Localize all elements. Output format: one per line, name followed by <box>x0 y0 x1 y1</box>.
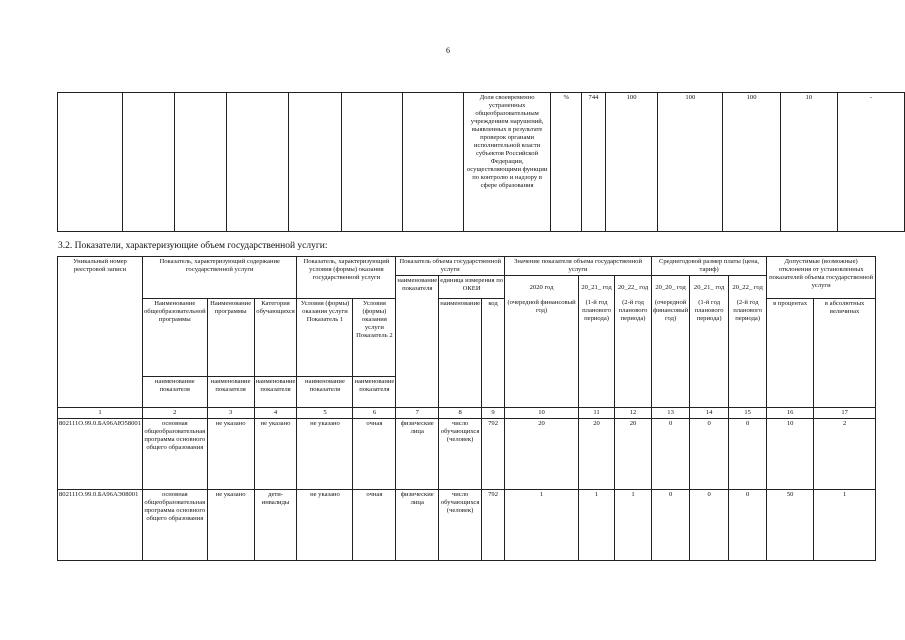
header-condition-2: Условия (формы) оказания услуги Показатель 2 <box>353 298 396 377</box>
value-2022-cell: 1 <box>615 490 652 561</box>
programs-cell: не указано <box>207 490 254 561</box>
header-fee-2021: 20_21_ год <box>690 276 729 299</box>
deviation-cell: 10 <box>780 93 837 232</box>
program-cell: основная общеобразовательная программа основного общего образования <box>142 419 207 490</box>
header-year-2021: 20_21_ год <box>579 276 615 299</box>
fee-2022-cell: 0 <box>729 490 767 561</box>
header-id: Уникальный номер реестровой записи <box>58 257 143 408</box>
header-deviation: Допустимые (возможные) отклонения от установленных показателей объема государственной услуги <box>767 257 876 299</box>
column-number: 15 <box>729 408 767 419</box>
program-cell: основная общеобразовательная программа основного общего образования <box>142 490 207 561</box>
fee-2020-cell: 0 <box>652 490 690 561</box>
column-number: 17 <box>814 408 876 419</box>
header-sub-indicator: наименование показателя <box>353 377 396 408</box>
column-number: 6 <box>353 408 396 419</box>
condition-2-cell: очная <box>353 419 396 490</box>
column-number: 2 <box>142 408 207 419</box>
deviation-cell: - <box>837 93 904 232</box>
header-volume: Показатель объема государственной услуги <box>396 257 505 276</box>
header-year-2021-sub: (1-й год планового периода) <box>579 298 615 408</box>
deviation-percent-cell: 10 <box>767 419 814 490</box>
column-number: 5 <box>297 408 353 419</box>
header-year-2022-sub: (2-й год планового периода) <box>615 298 652 408</box>
column-number: 14 <box>690 408 729 419</box>
header-year-2020: 2020 год <box>505 276 579 299</box>
empty-cell <box>341 93 402 232</box>
column-number: 11 <box>579 408 615 419</box>
empty-cell <box>58 93 123 232</box>
header-sub-indicator: наименование показателя <box>207 377 254 408</box>
header-fee: Среднегодовой размер платы (цена, тариф) <box>652 257 767 276</box>
header-sub-indicator: наименование показателя <box>254 377 297 408</box>
empty-cell <box>175 93 227 232</box>
deviation-percent-cell: 50 <box>767 490 814 561</box>
header-okei-code: код <box>482 298 505 408</box>
section-title: 3.2. Показатели, характеризующие объем государственной услуги: <box>58 241 328 251</box>
continuation-table <box>57 92 905 232</box>
header-fee-2021-sub: (1-й год планового периода) <box>690 298 729 408</box>
header-programs: Наименование программы <box>207 298 254 377</box>
indicator-cell: физические лица <box>396 490 439 561</box>
unit-cell: число обучающихся (человек) <box>439 419 482 490</box>
table-row <box>58 490 876 561</box>
fee-2021-cell: 0 <box>690 490 729 561</box>
header-condition-1: Условия (формы) оказания услуги Показатель 1 <box>297 298 353 377</box>
column-number: 16 <box>767 408 814 419</box>
unit-cell: число обучающихся (человек) <box>439 490 482 561</box>
empty-cell <box>289 93 341 232</box>
header-fee-2022: 20_22_ год <box>729 276 767 299</box>
column-number: 7 <box>396 408 439 419</box>
fee-2022-cell: 0 <box>729 419 767 490</box>
header-row-1 <box>58 257 876 276</box>
record-id: 802111О.99.0.БА96АЭ08001 <box>58 490 143 561</box>
unit-cell: % <box>551 93 582 232</box>
header-fee-2022-sub: (2-й год планового периода) <box>729 298 767 408</box>
column-number: 3 <box>207 408 254 419</box>
header-value: Значение показателя объема государственной услуги <box>505 257 652 276</box>
code-cell: 792 <box>482 490 505 561</box>
value-2021-cell: 20 <box>579 419 615 490</box>
empty-cell <box>402 93 463 232</box>
header-sub-indicator: наименование показателя <box>297 377 353 408</box>
fee-2021-cell: 0 <box>690 419 729 490</box>
value-2020-cell: 20 <box>505 419 579 490</box>
condition-2-cell: очная <box>353 490 396 561</box>
value-2021-cell: 1 <box>579 490 615 561</box>
deviation-absolute-cell: 2 <box>814 419 876 490</box>
header-okei: единица измерения по ОКЕИ <box>439 276 505 299</box>
value-cell: 100 <box>723 93 780 232</box>
header-conditions: Показатель, характеризующий условия (формы) оказания государственной услуги <box>297 257 396 299</box>
continuation-row <box>58 93 905 232</box>
header-sub-indicator: наименование показателя <box>142 377 207 408</box>
value-2020-cell: 1 <box>505 490 579 561</box>
empty-cell <box>123 93 175 232</box>
header-fee-2020: 20_20_ год <box>652 276 690 299</box>
page-number: 6 <box>446 46 450 55</box>
header-row-3 <box>58 298 876 312</box>
header-year-2020-sub: (очередной финансовый год) <box>505 298 579 408</box>
header-category: Категория обучающихся <box>254 298 297 377</box>
volume-table <box>57 256 876 561</box>
column-number: 8 <box>439 408 482 419</box>
column-number: 12 <box>615 408 652 419</box>
value-2022-cell: 20 <box>615 419 652 490</box>
column-number: 9 <box>482 408 505 419</box>
value-cell: 100 <box>605 93 657 232</box>
deviation-absolute-cell: 1 <box>814 490 876 561</box>
fee-2020-cell: 0 <box>652 419 690 490</box>
condition-1-cell: не указано <box>297 490 353 561</box>
indicator-cell: физические лица <box>396 419 439 490</box>
header-fee-2020-sub: (очередной финансовый год) <box>652 298 690 408</box>
condition-1-cell: не указано <box>297 419 353 490</box>
header-year-2022: 20_22_ год <box>615 276 652 299</box>
table-row <box>58 419 876 490</box>
column-number: 10 <box>505 408 579 419</box>
code-cell: 744 <box>582 93 606 232</box>
category-cell: не указано <box>254 419 297 490</box>
header-deviation-percent: в процентах <box>767 298 814 408</box>
header-program: Наименование общеобразовательной программы <box>142 298 207 377</box>
column-number: 4 <box>254 408 297 419</box>
column-number-row <box>58 408 876 419</box>
record-id: 802111О.99.0.БА96АЮ58001 <box>58 419 143 490</box>
code-cell: 792 <box>482 419 505 490</box>
column-number: 1 <box>58 408 143 419</box>
header-okei-name: наименование <box>439 298 482 408</box>
header-content: Показатель, характеризующий содержание государственной услуги <box>142 257 297 299</box>
column-number: 13 <box>652 408 690 419</box>
programs-cell: не указано <box>207 419 254 490</box>
header-deviation-absolute: в абсолютных величинах <box>814 298 876 408</box>
category-cell: дети-инвалиды <box>254 490 297 561</box>
empty-cell <box>227 93 289 232</box>
value-cell: 100 <box>658 93 723 232</box>
indicator-cell: Доля своевременно устраненных общеобразовательным учреждением нарушений, выявленных в результате проверок органами исполнительной власти субъектов Российской Федерации, осуществляющими функции по контролю и надзору в сфере образования <box>463 93 551 232</box>
header-indicator-name: наименование показателя <box>396 276 439 408</box>
